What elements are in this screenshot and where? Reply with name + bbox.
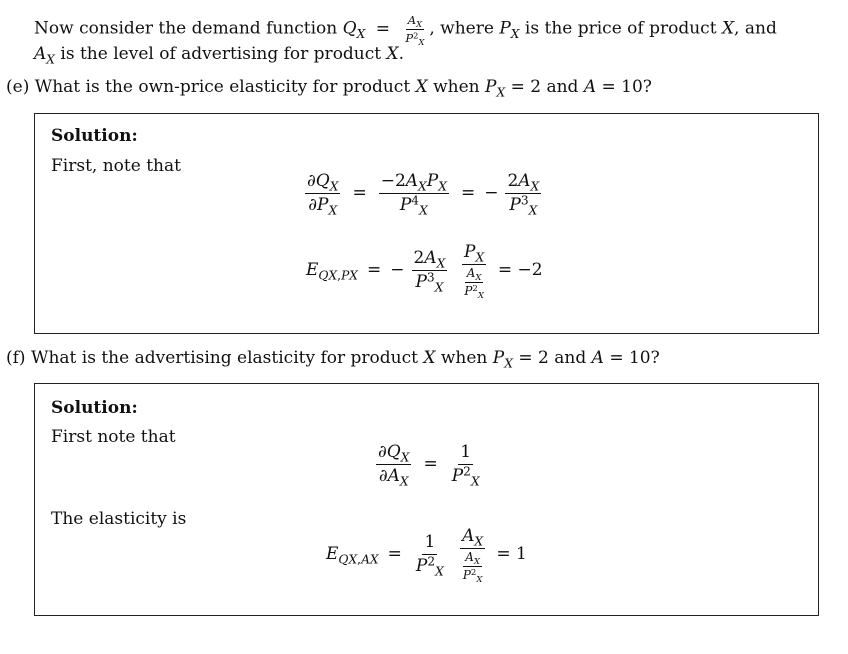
- solution-box-e: [34, 113, 819, 334]
- question-f-label: (f): [6, 348, 26, 368]
- equation-e-derivative: $\frac{\partial Q_X}{\partial P_X}$ = $\frac{-2A_XP_X}{P^4_X}$ = − $\frac{2A_X}{P^3_X}$: [307, 171, 540, 217]
- intro-demand-fraction: $\frac{A_X}{P^2_X}$: [405, 13, 425, 47]
- question-e-label: (e): [6, 77, 30, 97]
- question-f: (f) What is the advertising elasticity for product X when $P_X = 2$ and A = 10?: [6, 348, 660, 371]
- intro-lead: Now consider the demand function: [34, 18, 338, 39]
- solution-f-elasticity-text: The elasticity is: [51, 509, 187, 529]
- solution-f-first-note: First note that: [51, 427, 176, 447]
- equation-e-elasticity: $E_{QX,PX}$ = − $\frac{2A_X}{P^3_X}$ $\frac{P_X}{\frac{A_X}{P^2_X}}$ = −2: [306, 242, 543, 301]
- solution-e-first-note: First, note that: [51, 156, 181, 176]
- question-e: (e) What is the own-price elasticity for product X when $P_X = 2$ and A = 10?: [6, 77, 652, 100]
- solution-heading-f: Solution:: [51, 398, 138, 418]
- solution-heading-e: Solution:: [51, 126, 138, 146]
- equation-f-derivative: $\frac{\partial Q_X}{\partial A_X}$ = $\frac{1}{P^2_X}$: [378, 442, 480, 488]
- equation-f-elasticity: $E_{QX,AX}$ = $\frac{1}{P^2_X}$ $\frac{A_X}{\frac{A_X}{P^2_X}}$ = 1: [326, 526, 527, 585]
- intro-line-2: $A_X$ is the level of advertising for product X.: [34, 44, 405, 67]
- intro-line-1: Now consider the demand function $Q_X$ = $\frac{A_X}{P^2_X}$ , where $P_X$ is the price of product X, and: [34, 13, 777, 47]
